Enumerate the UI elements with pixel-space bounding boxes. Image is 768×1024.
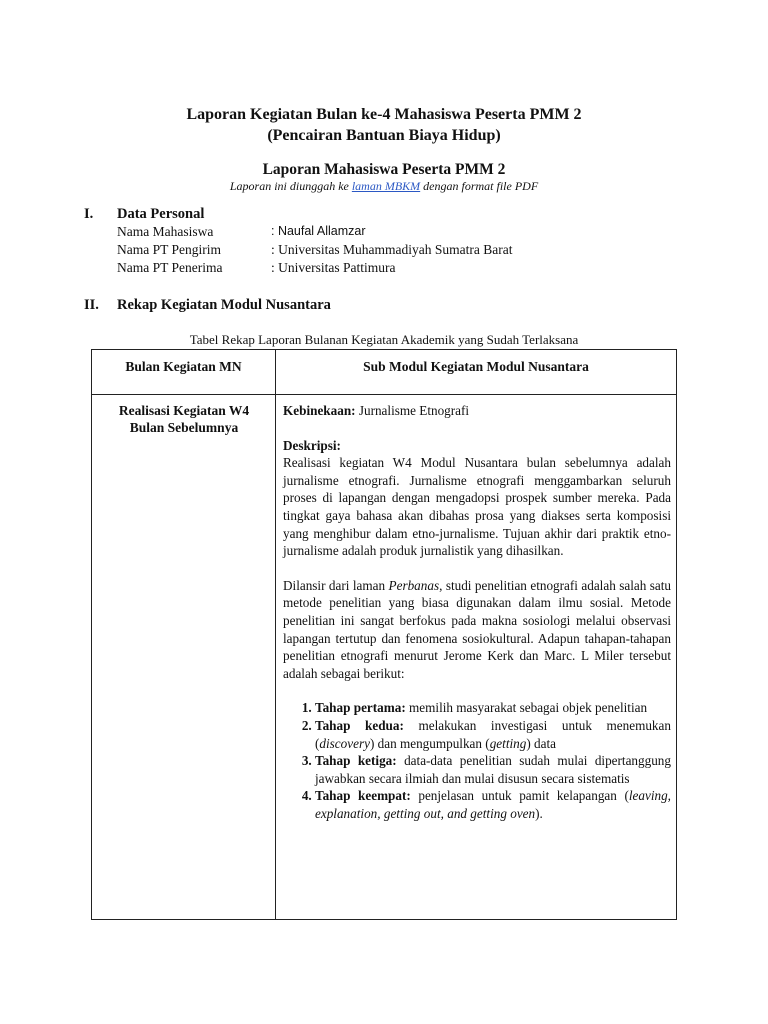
table-caption: Tabel Rekap Laporan Bulanan Kegiatan Akademik yang Sudah Terlaksana xyxy=(189,332,579,347)
table-header-divider xyxy=(92,394,676,395)
section-1-title: Data Personal xyxy=(117,206,205,222)
paragraph-text: Dilansir dari laman xyxy=(283,577,389,593)
mbkm-link[interactable]: laman MBKM xyxy=(351,179,421,193)
column-header-submodule: Sub Modul Kegiatan Modul Nusantara xyxy=(363,359,589,374)
paragraph-text: , studi penelitian etnografi adalah salah satu metode penelitian yang biasa digunakan dalam ilmu sosial. Metode penelitian ini sangat berfokus pada makna sosiologi melalui observasi lapangan tertutup dan fenomena sosiokultural. Adapun tahapan-tahapan penelitian etnografi menurut Jerome Kerk dan Marc. L Miler tersebut adalah sebagai berikut: xyxy=(283,577,671,681)
list-item xyxy=(315,699,671,717)
personal-data-label: Nama PT Penerima xyxy=(117,260,223,275)
personal-data-value: : Universitas Muhammadiyah Sumatra Barat xyxy=(271,242,513,257)
step-text: data-data penelitian sudah mulai dipertanggung jawabkan secara ilmiah dan mulai disusun secara sistematis xyxy=(315,753,671,786)
report-table xyxy=(91,349,677,920)
kebinekaan-value: Jurnalisme Etnografi xyxy=(355,403,470,418)
section-1-number: I. xyxy=(84,206,94,222)
upload-note-suffix: dengan format file PDF xyxy=(420,179,539,193)
step-text: ) dan mengumpulkan ( xyxy=(369,735,490,751)
step-label: Tahap pertama: xyxy=(315,700,406,716)
column-header-month: Bulan Kegiatan MN xyxy=(125,359,242,374)
row-label-cell xyxy=(98,402,270,436)
section-2-number: II. xyxy=(84,297,99,313)
step-label: Tahap ketiga: xyxy=(315,753,397,769)
section-2-title: Rekap Kegiatan Modul Nusantara xyxy=(117,297,331,313)
submodule-cell xyxy=(283,402,671,822)
report-title-line2: (Pencairan Bantuan Biaya Hidup) xyxy=(267,127,501,144)
step-text: ) data xyxy=(526,735,556,751)
deskripsi-label: Deskripsi: xyxy=(283,437,341,453)
research-steps-list xyxy=(283,699,671,822)
list-item xyxy=(315,787,671,822)
kebinekaan-label: Kebinekaan: xyxy=(283,403,356,418)
step-label: Tahap kedua: xyxy=(315,717,404,733)
description-paragraph-2 xyxy=(283,577,671,683)
report-subtitle: Laporan Mahasiswa Peserta PMM 2 xyxy=(262,161,506,178)
step-text: ). xyxy=(535,805,543,821)
step-text: melakukan investigasi untuk menemukan ( xyxy=(315,717,671,751)
kebinekaan-line xyxy=(283,402,671,420)
row-label-line: Bulan Sebelumnya xyxy=(129,420,239,435)
step-label: Tahap keempat: xyxy=(315,788,411,804)
step-term: getting xyxy=(489,735,527,751)
personal-data-value: : Naufal Allamzar xyxy=(271,224,366,238)
step-text: memilih masyarakat sebagai objek penelitian xyxy=(405,700,648,716)
list-item xyxy=(315,717,671,752)
list-item xyxy=(315,752,671,787)
step-term: leaving, explanation, getting out, and getting oven xyxy=(315,788,671,821)
row-label-line: Realisasi Kegiatan W4 xyxy=(118,403,250,418)
table-column-divider xyxy=(275,350,276,919)
step-term: discovery xyxy=(319,735,370,751)
personal-data-label: Nama PT Pengirim xyxy=(117,242,221,257)
personal-data-value: : Universitas Pattimura xyxy=(271,260,396,275)
step-text: penjelasan untuk pamit kelapangan ( xyxy=(410,788,629,804)
upload-note xyxy=(0,179,768,194)
report-title: Laporan Kegiatan Bulan ke-4 Mahasiswa Peserta PMM 2 xyxy=(186,106,582,123)
perbanas-source: Perbanas xyxy=(388,577,440,593)
description-paragraph-1: Realisasi kegiatan W4 Modul Nusantara bulan sebelumnya adalah jurnalisme etnografi. Jurnalisme etnografi menggambarkan seluruh proses di lapangan dengan mengadopsi prospek sumber mereka. Pada tingkat gaya bahasa akan dibahas prosa yang diakses serta komposisi yang menghibur dalam etno-jurnalisme. Tujuan akhir dari praktik etno-jurnalisme adalah produk jurnalistik yang dihasilkan. xyxy=(283,455,671,559)
personal-data-label: Nama Mahasiswa xyxy=(117,224,214,239)
upload-note-prefix: Laporan ini diunggah ke xyxy=(229,179,352,193)
